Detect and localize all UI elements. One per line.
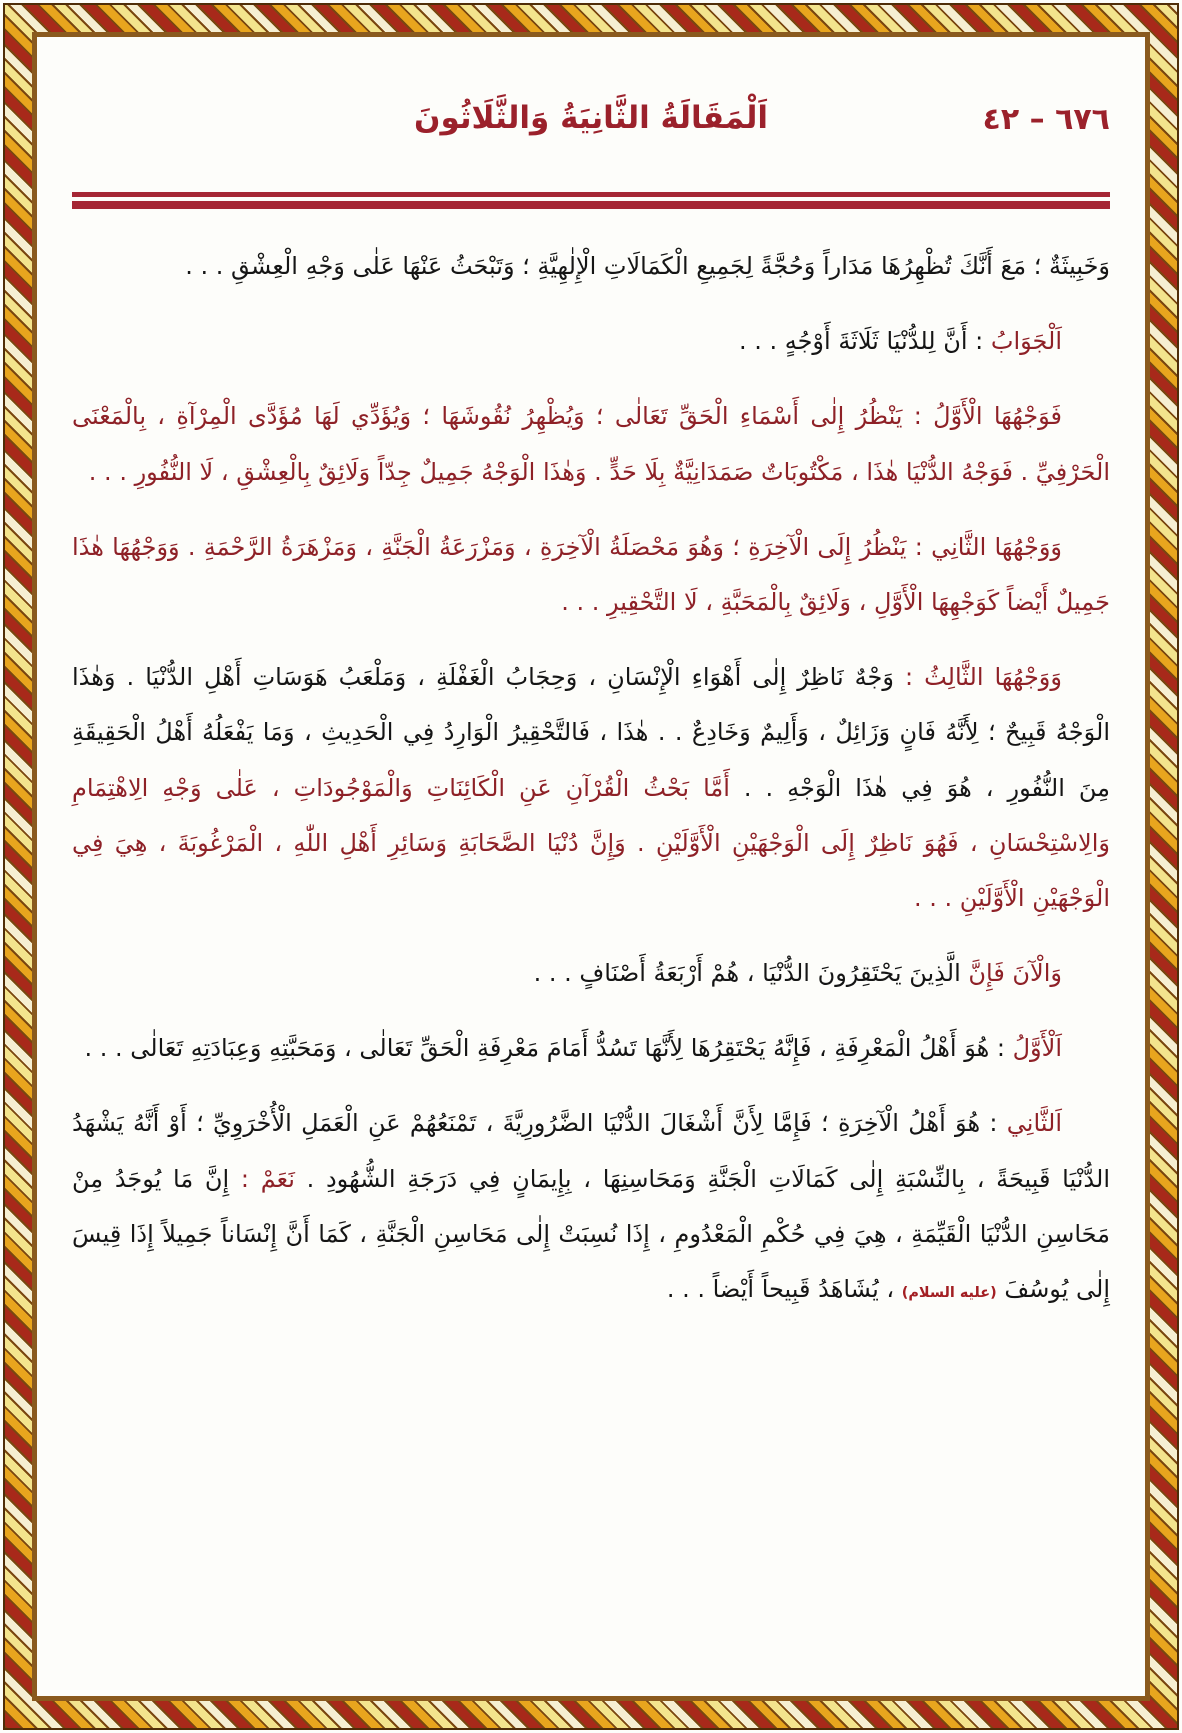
text-segment: ، يُشَاهَدُ قَبِيحاً أَيْضاً . . . (666, 1275, 902, 1303)
text-segment: : أَنَّ لِلدُّنْيَا ثَلَاثَةَ أَوْجُهٍ . . . (738, 327, 991, 356)
paragraph (72, 520, 1110, 630)
paragraph (72, 946, 1110, 1001)
paragraph (72, 239, 1110, 294)
text-segment: اَلْأَوَّلُ (1012, 1034, 1062, 1063)
page-number: ٦٧٦ – ٤٢ (982, 102, 1110, 137)
header-double-rule (72, 192, 1110, 209)
paragraph (72, 650, 1110, 926)
text-segment: أَمَّا بَحْثُ الْقُرْآنِ عَنِ الْكَائِنَاتِ وَالْمَوْجُودَاتِ ، عَلٰى وَجْهِ الِاهْتِمَامِ وَالِاسْتِحْسَانِ ، فَهُوَ نَاظِرٌ إِلَى الْوَجْهَيْنِ الْأَوَّلَيْنِ . وَإِنَّ دُنْيَا الصَّحَابَةِ وَسَائِرِ أَهْلِ اللّٰهِ ، الْمَرْغُوبَةَ ، هِيَ فِي الْوَجْهَيْنِ الْأَوَّلَيْنِ . . . (72, 773, 1110, 912)
text-segment: : هُوَ أَهْلُ الْمَعْرِفَةِ ، فَإِنَّهُ يَحْتَقِرُهَا لِأَنَّهَا تَسُدُّ أَمَامَ مَعْرِفَةِ الْحَقِّ تَعَالٰى ، وَمَحَبَّتِهِ وَعِبَادَتِهِ تَعَالٰى . . . (84, 1034, 1013, 1063)
text-segment: وَخَبِيثَةٌ ؛ مَعَ أَنَّكَ تُظْهِرُهَا مَدَاراً وَحُجَّةً لِجَمِيعِ الْكَمَالَاتِ الْإِلٰهِيَّةِ ؛ وَتَبْحَثُ عَنْهَا عَلٰى وَجْهِ الْعِشْقِ . . . (185, 252, 1110, 280)
text-segment: : هُوَ أَهْلُ الْآخِرَةِ ؛ فَإِمَّا لِأَنَّ أَشْغَالَ الدُّنْيَا الضَّرُورِيَّةَ ، تَمْنَعُهُمْ عَنِ الْعَمَلِ الْأُخْرَوِيِّ ؛ أَوْ أَنَّهُ يَشْهَدُ الدُّنْيَا قَبِيحَةً ، بِالنِّسْبَةِ إِلٰى كَمَالَاتِ الْجَنَّةِ وَمَحَاسِنِهَا ، بِإِيمَانٍ فِي دَرَجَةِ الشُّهُودِ . (72, 1109, 1110, 1193)
paragraph (72, 389, 1110, 499)
text-segment: وَوَجْهُهَا الثَّانِي : يَنْظُرُ إِلَى الْآخِرَةِ ؛ وَهُوَ مَحْصَلَةُ الْآخِرَةِ ، وَمَزْرَعَةُ الْجَنَّةِ ، وَمَزْهَرَةُ الرَّحْمَةِ . وَوَجْهُهَا هٰذَا جَمِيلٌ أَيْضاً كَوَجْهِهَا الْأَوَّلِ ، وَلَائِقٌ بِالْمَحَبَّةِ ، لَا التَّحْقِيرِ . . . (72, 532, 1110, 616)
paragraph (72, 314, 1110, 369)
text-segment: وَجْهٌ نَاظِرٌ إِلٰى أَهْوَاءِ الْإِنْسَانِ ، وَحِجَابُ الْغَفْلَةِ ، وَمَلْعَبُ هَوَسَاتِ أَهْلِ الدُّنْيَا . وَهٰذَا الْوَجْهُ قَبِيحٌ ؛ لِأَنَّهُ فَانٍ وَزَائِلٌ ، وَأَلِيمٌ وَخَادِعٌ . . هٰذَا ، فَالتَّحْقِيرُ الْوَارِدُ فِي الْحَدِيثِ ، وَمَا يَفْعَلُهُ أَهْلُ الْحَقِيقَةِ مِنَ النُّفُورِ ، هُوَ فِي هٰذَا الْوَجْهِ . . (72, 663, 1110, 802)
text-segment: وَوَجْهُهَا الثَّالِثُ : (893, 663, 1062, 692)
text-segment: وَالْآنَ فَإِنَّ (968, 959, 1062, 988)
paragraph (72, 1021, 1110, 1076)
paragraph (72, 1096, 1110, 1317)
text-segment: الَّذِينَ يَحْتَقِرُونَ الدُّنْيَا ، هُمْ أَرْبَعَةُ أَصْنَافٍ . . . (533, 959, 969, 988)
text-segment: إِنَّ مَا يُوجَدُ مِنْ مَحَاسِنِ الدُّنْيَا الْقَيِّمَةِ ، هِيَ فِي حُكْمِ الْمَعْدُومِ ، إِذَا نُسِبَتْ إِلٰى مَحَاسِنِ الْجَنَّةِ ، كَمَا أَنَّ إِنْسَاناً جَمِيلاً إِذَا قِيسَ إِلٰى يُوسُفَ (72, 1164, 1110, 1303)
text-segment: اَلثَّانِي (1006, 1109, 1062, 1138)
page-content (38, 38, 1144, 1695)
body-text (72, 239, 1110, 1317)
text-segment: اَلْجَوَابُ (990, 327, 1062, 356)
text-segment: نَعَمْ : (240, 1164, 295, 1193)
alayhi-salam-ornament: (عليه السلام) (901, 1285, 997, 1301)
page-title: اَلْمَقَالَةُ الثَّانِيَةُ وَالثَّلَاثُونَ (414, 100, 768, 136)
page-header (72, 100, 1110, 174)
text-segment: فَوَجْهُهَا الْأَوَّلُ : يَنْظُرُ إِلٰى أَسْمَاءِ الْحَقِّ تَعَالٰى ؛ وَيُظْهِرُ نُقُوشَهَا ؛ وَيُؤَدِّي لَهَا مُؤَدَّى الْمِرْآةِ ، بِالْمَعْنَى الْحَرْفِيِّ . فَوَجْهُ الدُّنْيَا هٰذَا ، مَكْتُوبَاتٌ صَمَدَانِيَّةٌ بِلَا حَدٍّ . وَهٰذَا الْوَجْهُ جَمِيلٌ جِدّاً وَلَائِقٌ بِالْعِشْقِ ، لَا النُّفُورِ . . . (72, 402, 1110, 486)
